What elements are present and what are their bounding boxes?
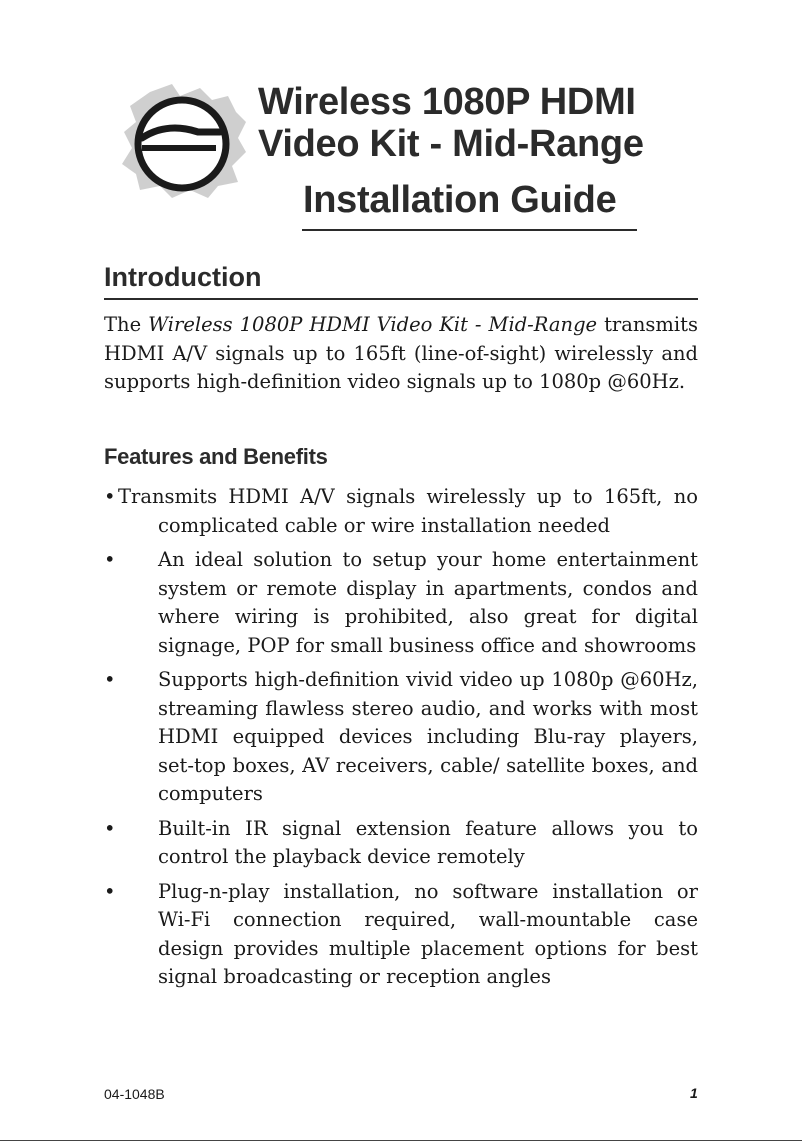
list-item xyxy=(104,666,698,809)
subtitle-underline xyxy=(302,229,637,231)
title-line-2: Video Kit - Mid-Range xyxy=(258,123,644,165)
feature-text: Built-in IR signal extension feature allows you to control the playback device remotely xyxy=(158,816,698,868)
feature-text: Plug-n-play installation, no software installation or Wi-Fi connection required, wall-mountable case design provides multiple placement options for best signal broadcasting or reception angles xyxy=(158,879,698,988)
list-item xyxy=(104,815,698,872)
intro-lead-word: The xyxy=(104,313,142,336)
features-heading: Features and Benefits xyxy=(104,444,328,469)
intro-body: transmits HDMI A/V signals up to 165ft (line-of-sight) wirelessly and supports high-definition video signals up to 1080p @60Hz. xyxy=(104,313,698,393)
subtitle: Installation Guide xyxy=(303,179,617,221)
page-number: 1 xyxy=(690,1085,698,1101)
introduction-rule xyxy=(104,298,698,300)
introduction-paragraph xyxy=(104,311,698,397)
title-line-1: Wireless 1080P HDMI xyxy=(258,81,636,123)
bullet: • xyxy=(104,879,116,903)
feature-text: Transmits HDMI A/V signals wirelessly up to 165ft, no complicated cable or wire installation needed xyxy=(118,485,698,537)
page-bottom-rule xyxy=(0,1140,802,1141)
list-item xyxy=(104,483,698,540)
feature-text: Supports high-definition vivid video up 1080p @60Hz, streaming flawless stereo audio, and works with most HDMI equipped devices including Blu-ray players, set-top boxes, AV receivers, cable/ satellite boxes, and computers xyxy=(158,668,698,805)
intro-product-name: Wireless 1080P HDMI Video Kit - Mid-Range xyxy=(148,313,598,336)
bullet: • xyxy=(104,485,116,508)
list-item xyxy=(104,878,698,992)
bullet: • xyxy=(104,668,116,691)
document-code: 04-1048B xyxy=(104,1086,165,1102)
brand-logo-icon xyxy=(120,82,248,200)
introduction-heading: Introduction xyxy=(104,262,262,292)
bullet: • xyxy=(104,816,116,840)
bullet: • xyxy=(104,548,116,571)
features-list xyxy=(104,483,698,998)
list-item xyxy=(104,546,698,660)
feature-text: An ideal solution to setup your home entertainment system or remote display in apartments, condos and where wiring is prohibited, also great for digital signage, POP for small business office and showrooms xyxy=(158,548,698,657)
